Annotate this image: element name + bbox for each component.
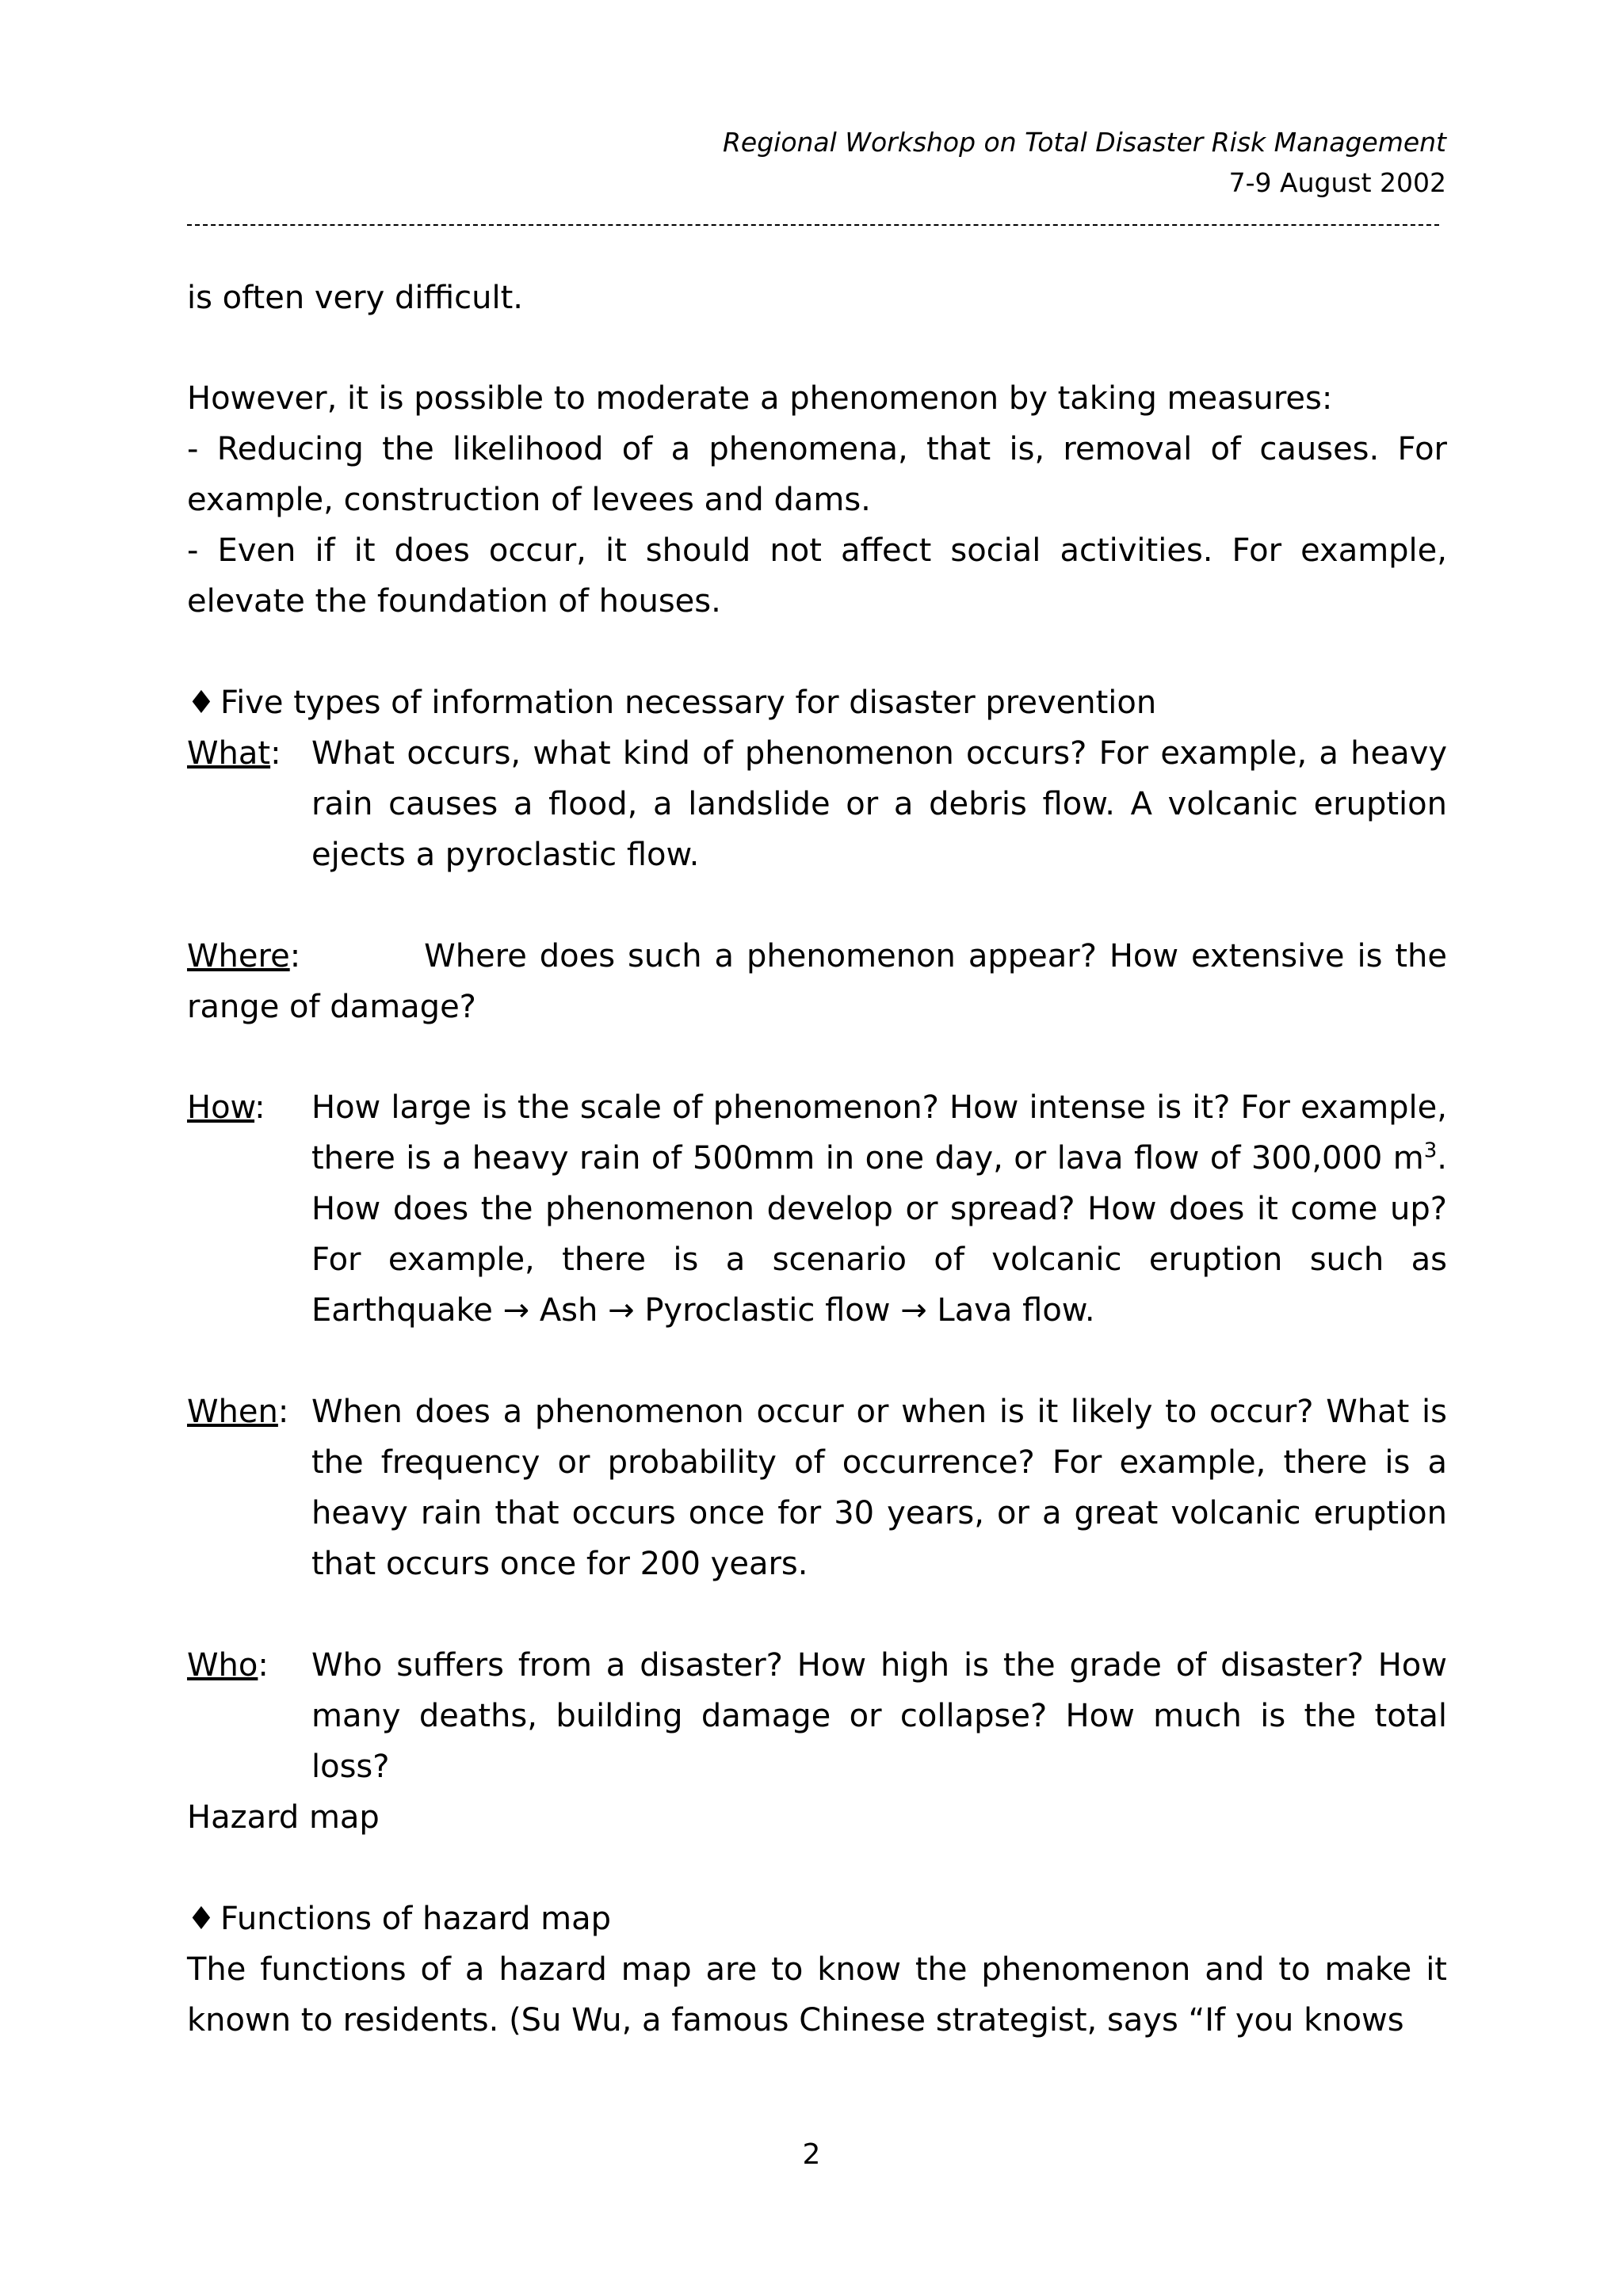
definition-when-text: When does a phenomenon occur or when is it likely to occur? What is the frequency or probability of occurrence? For example, there is a heavy rain that occurs once for 30 years, or a great volcanic eruption that occurs once for 200 years. — [311, 1394, 1447, 1582]
term-who: Who — [187, 1647, 258, 1684]
paragraph-measures-intro: However, it is possible to moderate a phenomenon by taking measures: — [187, 380, 1333, 417]
definition-how-text-b: . How does the phenomenon develop or spread? How does it come up? For example, there is a scenario of volcanic eruption such as Earthquake → Ash → Pyroclastic flow → Lava flow. — [311, 1140, 1447, 1329]
measure-item-1: - Reducing the likelihood of a phenomena, that is, removal of causes. For example, construction of levees and dams. — [187, 431, 1447, 518]
section-heading-text: Five types of information necessary for disaster prevention — [220, 685, 1157, 721]
definition-how-text — [311, 1082, 1447, 1336]
diamond-bullet-icon: ♦ — [187, 1901, 216, 1937]
term-how-colon: : — [254, 1089, 265, 1126]
definition-when — [187, 1386, 1447, 1589]
diamond-bullet-icon: ♦ — [187, 685, 216, 721]
section-heading-functions — [187, 1894, 1447, 1944]
definition-what-text: What occurs, what kind of phenomenon occurs? For example, a heavy rain causes a flood, a landslide or a debris flow. A volcanic eruption ejects a pyroclastic flow. — [311, 735, 1447, 873]
section-heading-text: Functions of hazard map — [220, 1901, 612, 1937]
term-where-colon: : — [289, 938, 301, 974]
hazard-map-heading: Hazard map — [187, 1799, 380, 1836]
definition-how — [187, 1082, 1447, 1336]
cubic-superscript: 3 — [1423, 1138, 1438, 1163]
term-what: What — [187, 735, 271, 772]
paragraph-hazard-functions: The functions of a hazard map are to know the phenomenon and to make it known to residents. (Su Wu, a famous Chinese strategist, says “If you knows — [187, 1951, 1447, 2039]
term-when-colon: : — [277, 1394, 289, 1430]
term-when: When — [187, 1394, 278, 1430]
measure-item-2: - Even if it does occur, it should not affect social activities. For example, elevate the foundation of houses. — [187, 532, 1447, 620]
header-date: 7-9 August 2002 — [1228, 167, 1446, 198]
section-heading-five-types — [187, 677, 1447, 728]
definition-where — [187, 931, 1447, 1032]
definition-who-text: Who suffers from a disaster? How high is the grade of disaster? How many deaths, building damage or collapse? How much is the total loss? — [311, 1647, 1447, 1785]
definition-how-text-a: How large is the scale of phenomenon? How intense is it? For example, there is a heavy rain of 500mm in one day, or lava flow of 300,000 m — [311, 1089, 1447, 1177]
definition-who — [187, 1640, 1447, 1792]
page-number: 2 — [802, 2138, 821, 2171]
term-who-colon: : — [258, 1647, 269, 1684]
term-where: Where — [187, 938, 290, 974]
term-what-colon: : — [270, 735, 281, 772]
header-title: Regional Workshop on Total Disaster Risk Management — [722, 127, 1446, 158]
term-how: How — [187, 1089, 255, 1126]
paragraph-continuation: is often very difficult. — [187, 280, 524, 316]
definition-what — [187, 728, 1447, 880]
header-divider — [187, 224, 1439, 226]
definition-where-text: Where does such a phenomenon appear? How extensive is the range of damage? — [187, 938, 1447, 1025]
